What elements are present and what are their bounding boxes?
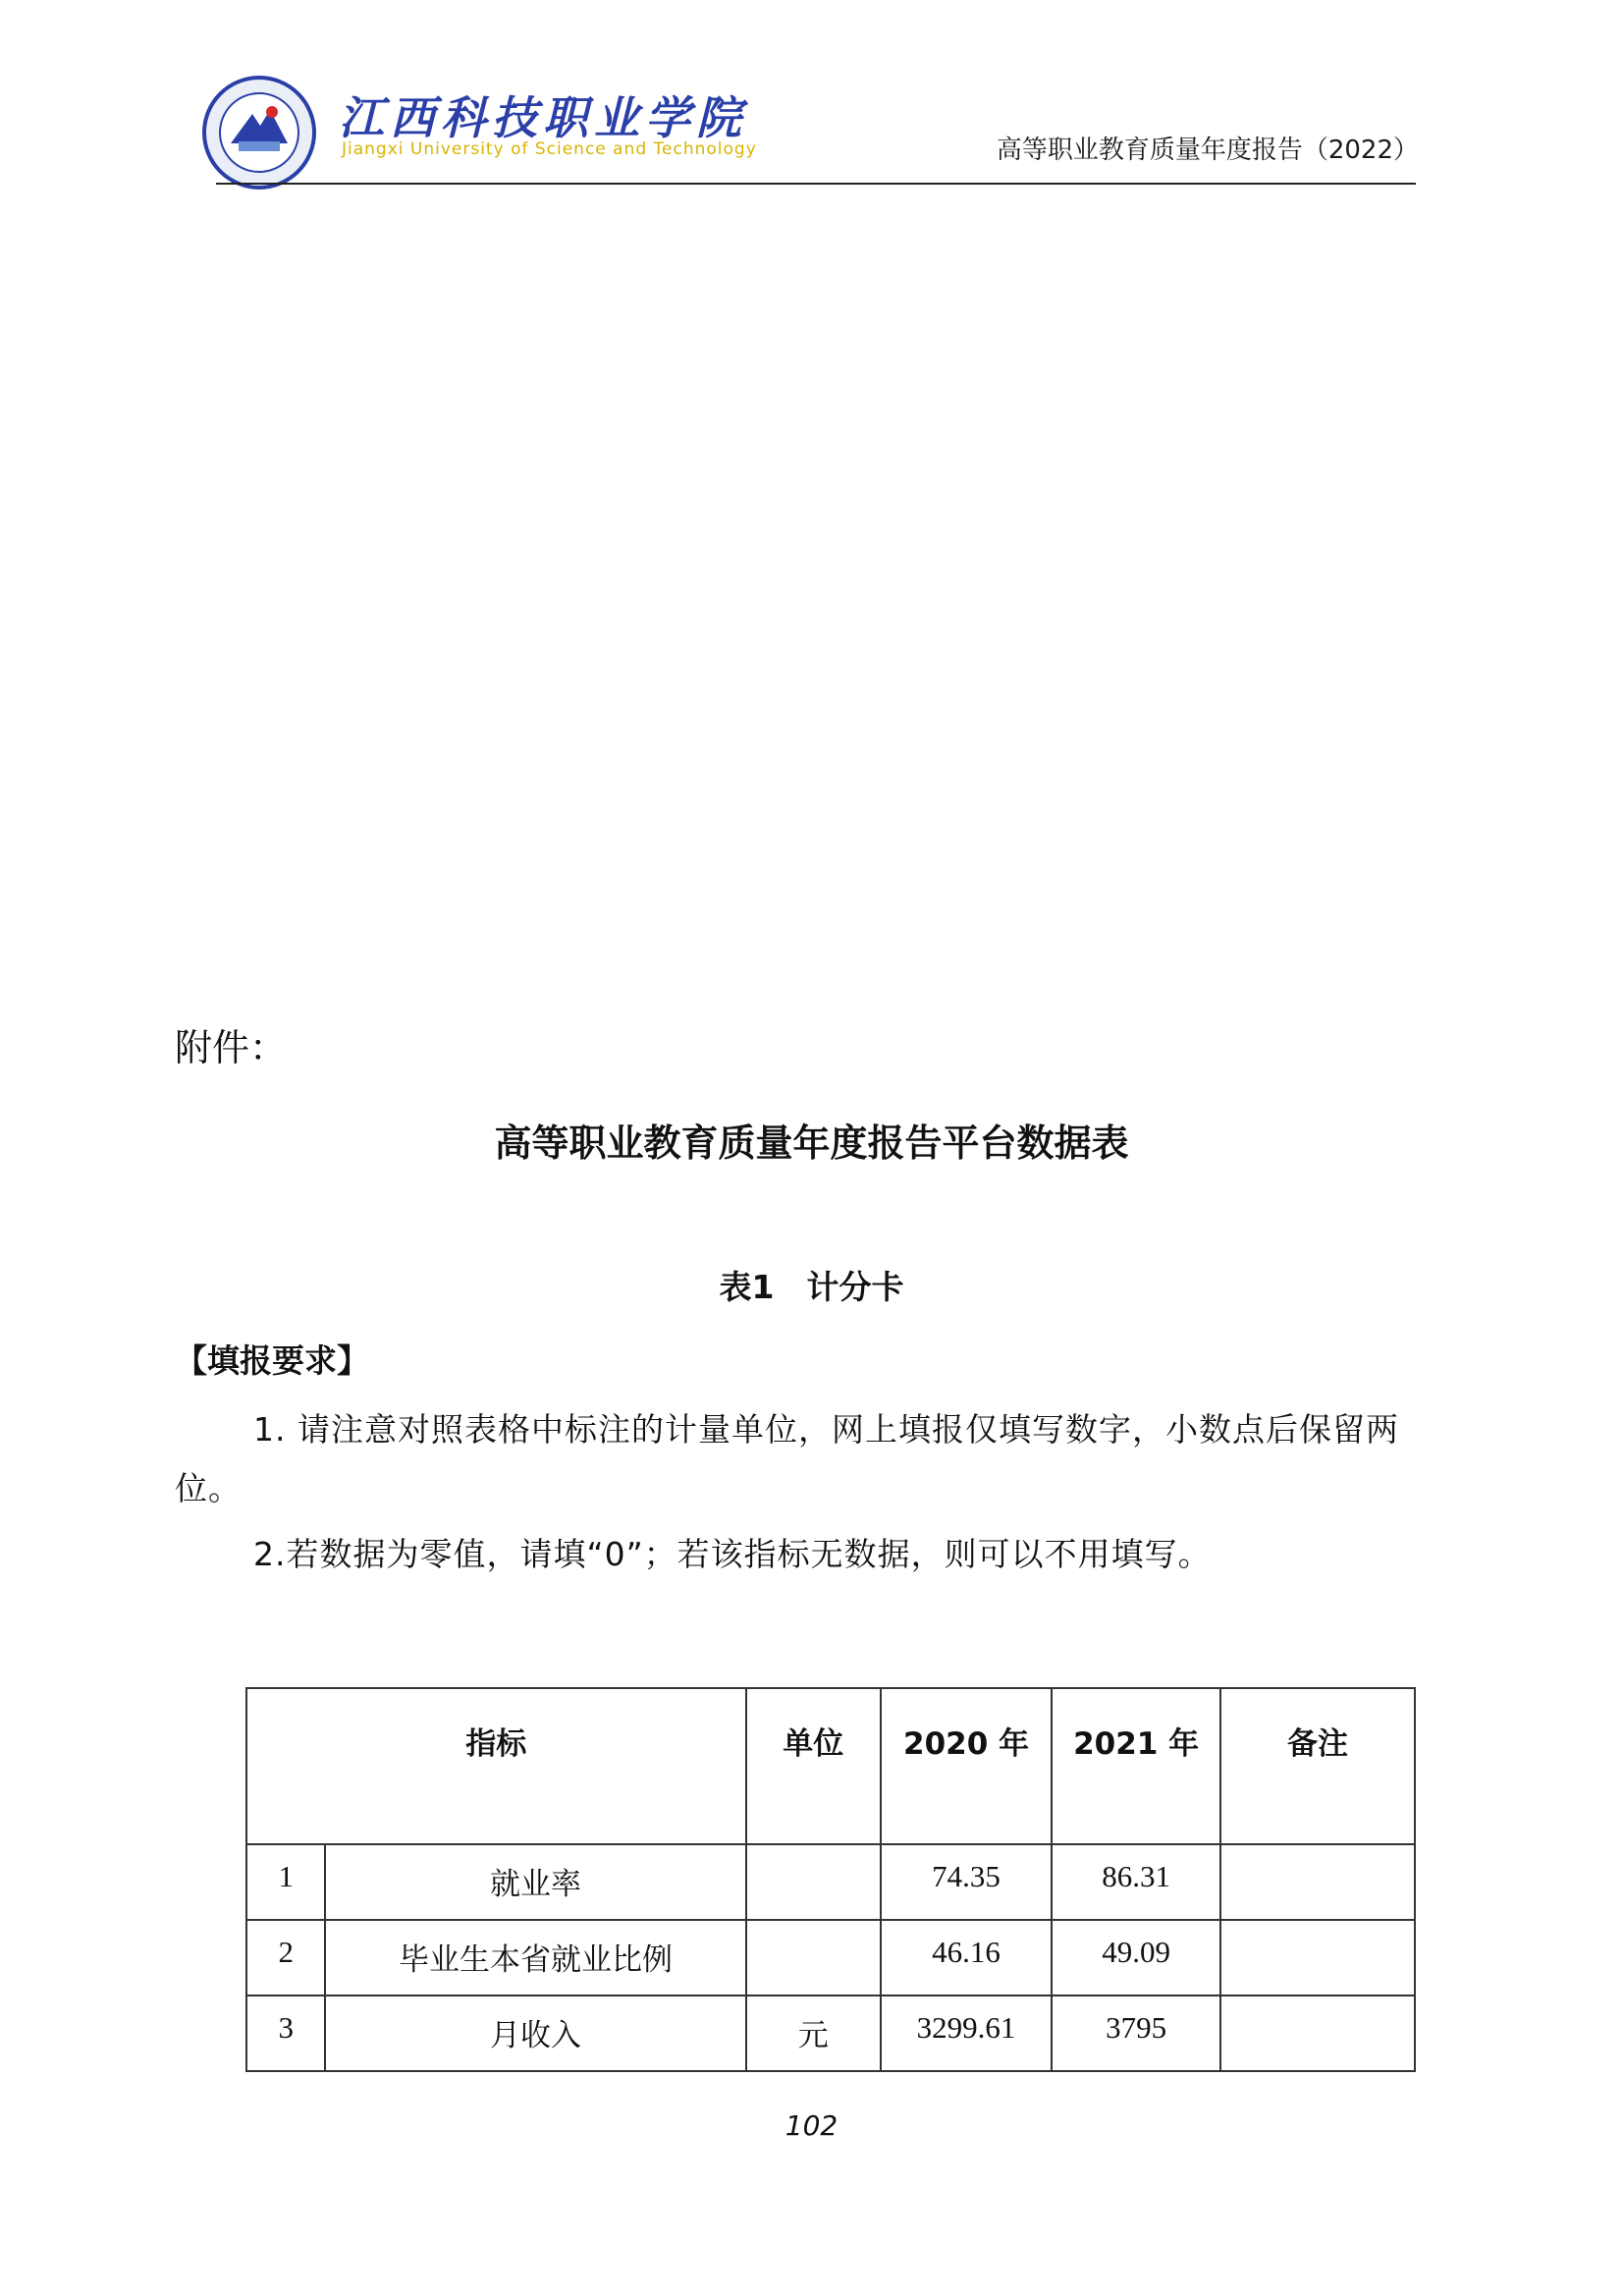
indicator-name: 就业率 bbox=[325, 1844, 745, 1920]
note-cell bbox=[1220, 1920, 1415, 1995]
logo-english-name: Jiangxi University of Science and Technology bbox=[342, 139, 757, 159]
value-2021: 49.09 bbox=[1052, 1920, 1220, 1995]
scorecard-table bbox=[245, 1687, 1416, 2072]
requirements-heading: 【填报要求】 bbox=[175, 1341, 369, 1380]
unit-cell bbox=[746, 1920, 881, 1995]
page-number: 102 bbox=[784, 2109, 839, 2142]
report-title: 高等职业教育质量年度报告（2022） bbox=[996, 136, 1419, 165]
row-number: 3 bbox=[246, 1995, 325, 2071]
header-note: 备注 bbox=[1220, 1688, 1415, 1844]
page-header bbox=[201, 75, 1419, 183]
table-row bbox=[246, 1920, 1415, 1995]
note-cell bbox=[1220, 1844, 1415, 1920]
table-row bbox=[246, 1995, 1415, 2071]
value-2020: 74.35 bbox=[881, 1844, 1052, 1920]
indicator-name: 月收入 bbox=[325, 1995, 745, 2071]
value-2020: 3299.61 bbox=[881, 1995, 1052, 2071]
header-divider bbox=[216, 183, 1416, 185]
value-2021: 3795 bbox=[1052, 1995, 1220, 2071]
unit-cell: 元 bbox=[746, 1995, 881, 2071]
value-2020: 46.16 bbox=[881, 1920, 1052, 1995]
school-emblem-icon bbox=[201, 75, 317, 191]
header-unit: 单位 bbox=[746, 1688, 881, 1844]
logo-chinese-name: 江西科技职业学院 bbox=[339, 91, 747, 144]
row-number: 2 bbox=[246, 1920, 325, 1995]
unit-cell bbox=[746, 1844, 881, 1920]
document-title: 高等职业教育质量年度报告平台数据表 bbox=[494, 1121, 1129, 1165]
header-2020: 2020 年 bbox=[881, 1688, 1052, 1844]
note-cell bbox=[1220, 1995, 1415, 2071]
requirement-item-1: 1. 请注意对照表格中标注的计量单位，网上填报仅填写数字，小数点后保留两位。 bbox=[175, 1410, 1399, 1507]
attachment-label: 附件： bbox=[175, 1026, 288, 1069]
requirement-item-2: 2.若数据为零值，请填“0”；若该指标无数据，则可以不用填写。 bbox=[253, 1535, 1212, 1573]
table-caption: 表1 计分卡 bbox=[719, 1268, 904, 1306]
header-2021: 2021 年 bbox=[1052, 1688, 1220, 1844]
table-header-row bbox=[246, 1688, 1415, 1844]
header-indicator: 指标 bbox=[246, 1688, 746, 1844]
value-2021: 86.31 bbox=[1052, 1844, 1220, 1920]
indicator-name: 毕业生本省就业比例 bbox=[325, 1920, 745, 1995]
table-row bbox=[246, 1844, 1415, 1920]
row-number: 1 bbox=[246, 1844, 325, 1920]
